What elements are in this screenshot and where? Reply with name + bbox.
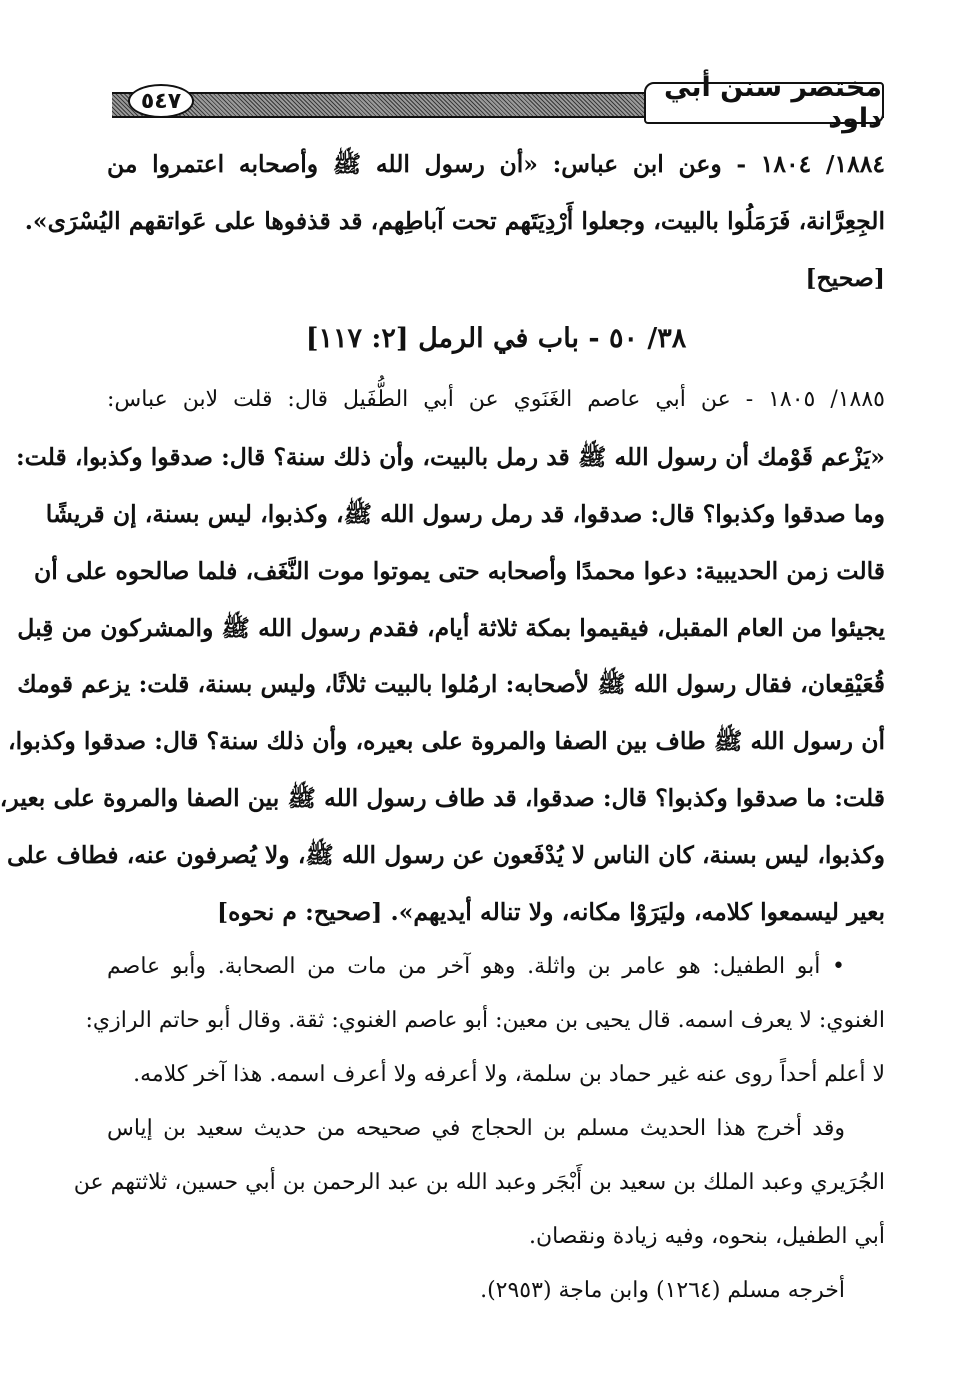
hadith-1885 <box>0 372 885 940</box>
hadith-line: يجيئوا من العام المقبل، فيقيموا بمكة ثلاثة أيام، فقدم رسول الله ﷺ والمشركون من قِبل <box>17 613 885 642</box>
note-line: لا أعلم أحداً روى عنه غير حماد بن سلمة، ولا أعرفه ولا أعرف اسمه. هذا آخر كلامه. <box>133 1062 885 1088</box>
note-line: أبي الطفيل، بنحوه، وفيه زيادة ونقصان. <box>528 1224 885 1250</box>
hadith-line: قُعَيْقِعان، فقال رسول الله ﷺ لأصحابه: ارمُلوا بالبيت ثلاثًا، وليس بسنة، قلت: يزعم قومك <box>17 670 885 699</box>
note-line: وقد أخرج هذا الحديث مسلم بن الحجاج في صحيحه من حديث سعيد بن إياس <box>107 1116 845 1142</box>
book-title: مختصر سنن أبي داود <box>644 82 884 124</box>
page-body <box>0 136 885 1318</box>
hadith-line: «يَزْعم قَوْمك أن رسول الله ﷺ قد رمل بالبيت، وأن ذلك سنة؟ قال: صدقوا وكذبوا، قلت: <box>15 443 885 472</box>
hadith-line: أن رسول الله ﷺ طاف بين الصفا والمروة على بعيره، وأن ذلك سنة؟ قال: صدقوا وكذبوا، <box>8 727 885 756</box>
hadith-line: الجِعِرَّانة، فَرَمَلُوا بالبيت، وجعلوا أَرْدِيَتَهم تحت آباطِهم، قد قذفوها على عَواتقهم اليُسْرَى». <box>24 206 885 235</box>
note-line: • أبو الطفيل: هو عامر بن واثلة. وهو آخر من مات من الصحابة. وأبو عاصم <box>107 954 845 980</box>
hadith-line: قالت زمن الحديبية: دعوا محمدًا وأصحابه حتى يموتوا موت النَّغَف، فلما صالحوه على أن <box>33 556 885 585</box>
hadith-line: ١٨٨٥/ ١٨٠٥ - عن أبي عاصم الغَنَوي عن أبي الطُّفَيل قال: قلت لابن عباس: <box>107 387 885 413</box>
source-reference: أخرجه مسلم (١٢٦٤) وابن ماجة (٢٩٥٣). <box>480 1278 845 1304</box>
note-line: الغنوي: لا يعرف اسمه. قال يحيى بن معين: أبو عاصم الغنوي: ثقة. وقال أبو حاتم الرازي: <box>85 1008 885 1034</box>
hadith-line: بعير ليسمعوا كلامه، وليَرَوْا مكانه، ولا تناله أيديهم». [صحيح: م نحوه] <box>216 897 885 926</box>
commentary-notes <box>73 940 885 1318</box>
hadith-line: وما صدقوا وكذبوا؟ قال: صدقوا، قد رمل رسول الله ﷺ، وكذبوا، ليس بسنة، إن قريشًا <box>45 499 885 528</box>
page-header <box>112 72 884 134</box>
note-line: الجُرَيري وعبد الملك بن سعيد بن أَبْجَر وعبد الله بن عبد الرحمن بن أبي حسين، ثلاثتهم عن <box>73 1170 885 1196</box>
hadith-line: ١٨٨٤/ ١٨٠٤ - وعن ابن عباس: «أن رسول الله ﷺ وأصحابه اعتمروا من <box>107 150 885 178</box>
hadith-1884 <box>24 136 885 306</box>
hadith-line: وكذبوا، ليس بسنة، كان الناس لا يُدْفَعون عن رسول الله ﷺ، ولا يُصرفون عنه، فطاف على <box>6 840 885 869</box>
page-number: ٥٤٧ <box>128 84 194 118</box>
grading-label: [صحيح] <box>805 263 885 292</box>
chapter-heading: ٣٨/ ٥٠ - باب في الرمل [٢: ١١٧] <box>305 323 687 355</box>
hadith-line: قلت: ما صدقوا وكذبوا؟ قال: صدقوا، قد طاف رسول الله ﷺ بين الصفا والمروة على بعير، <box>0 783 885 812</box>
